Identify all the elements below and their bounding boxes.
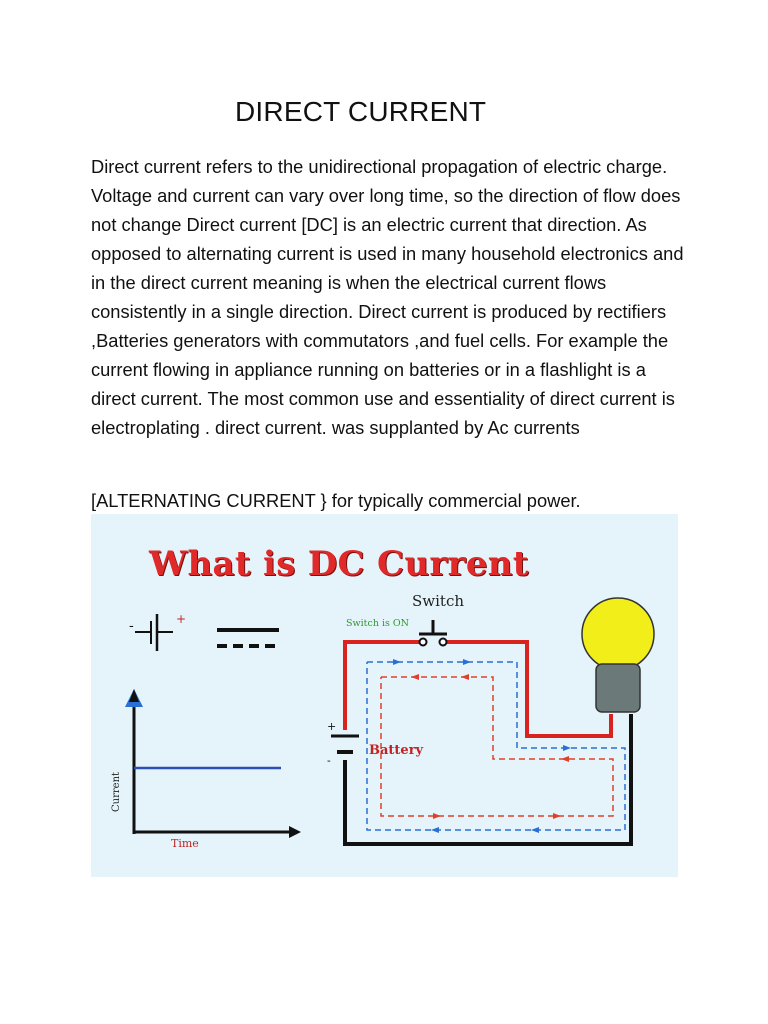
dc-symbol-icon [217,630,279,646]
battery-plus-sign: + [327,720,337,733]
minus-sign: - [129,618,134,634]
switch-icon [419,620,447,646]
switch-label: Switch [412,592,465,610]
plus-sign: + [176,612,187,626]
graph-xlabel: Time [171,837,199,850]
dc-current-figure [91,514,678,877]
battery-label: Battery [369,743,424,758]
circuit-battery-icon [331,736,359,752]
switch-state-label: Switch is ON [346,618,409,629]
light-bulb-icon [582,598,654,712]
battery-minus-sign: - [327,754,331,767]
battery-symbol-icon [135,614,173,651]
circuit-negative-wire [345,714,631,844]
graph-ylabel: Current [111,771,122,812]
closing-line: [ALTERNATING CURRENT } for typically commercial power. [91,490,581,511]
current-time-graph [129,689,301,838]
body-paragraph: Direct current refers to the unidirectional propagation of electric charge. Voltage and current can vary over long time, so the direction of flow does not change Direct current [DC] is an electric current that direction. As opposed to alternating current is used in many household electronics and in the direct current meaning is when the electrical current flows consistently in a single direction. Direct current is produced by rectifiers ,Batteries generators with commutators ,and fuel cells. For example the current flowing in appliance running on batteries or in a flashlight is a direct current. The most common use and essentiality of direct current is electroplating . direct current. was supplanted by Ac currents [91,156,684,438]
page-title: DIRECT CURRENT [235,96,487,127]
figure-title: What is DC Current [149,544,529,584]
circuit-positive-wire [345,642,611,736]
